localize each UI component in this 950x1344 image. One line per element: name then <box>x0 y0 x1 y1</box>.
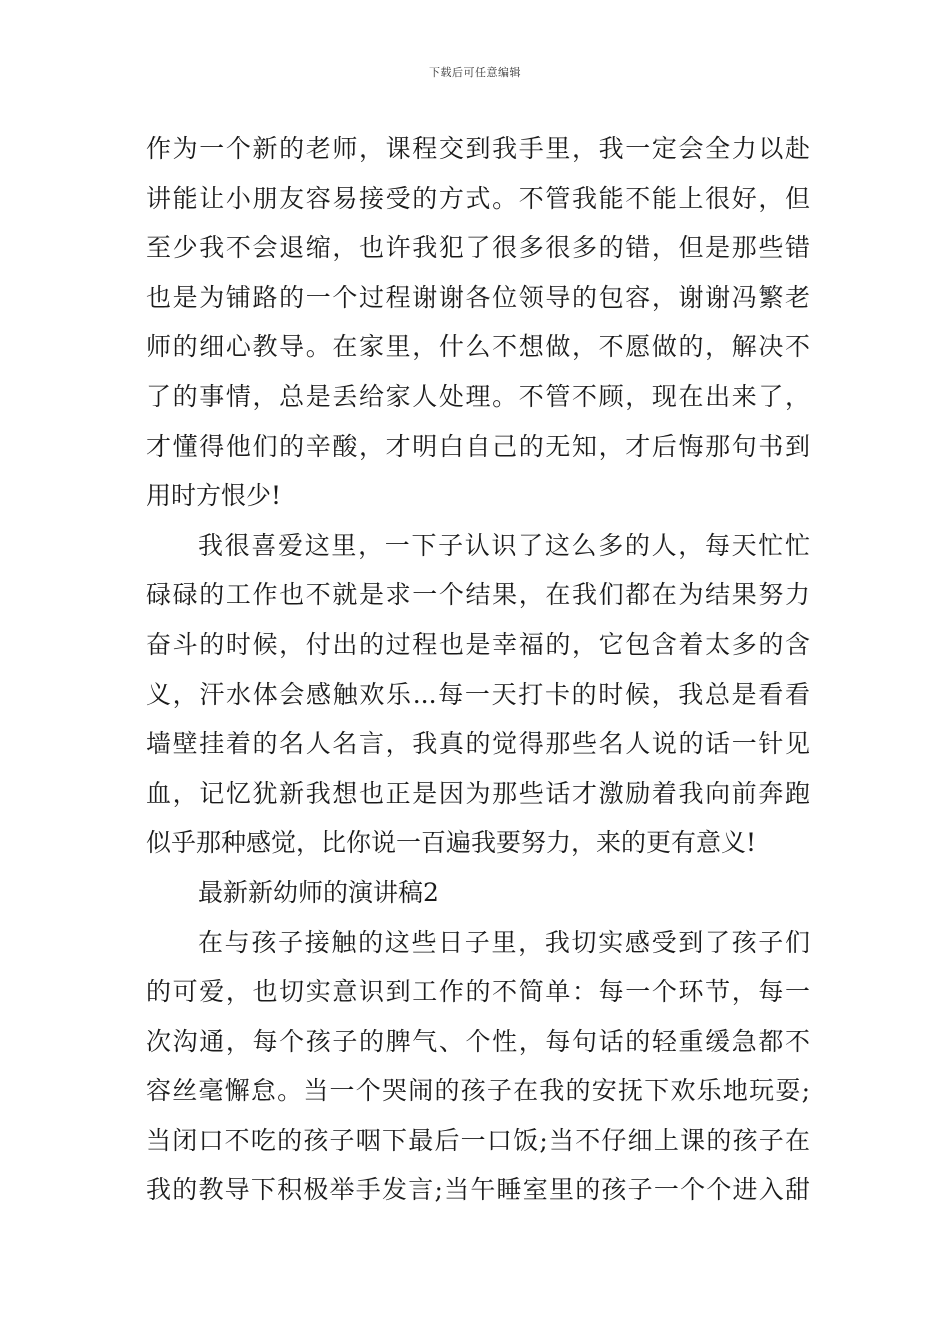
text-line: 奋斗的时候，付出的过程也是幸福的，它包含着太多的含 <box>146 629 810 659</box>
text-line: 至少我不会退缩，也许我犯了很多很多的错，但是那些错 <box>146 233 810 263</box>
text-line: 讲能让小朋友容易接受的方式。不管我能不能上很好，但 <box>146 183 810 213</box>
text-line: 次沟通，每个孩子的脾气、个性，每句话的轻重缓急都不 <box>146 1026 810 1056</box>
page-header: 下载后可任意编辑 <box>429 66 521 79</box>
text-line: 在与孩子接触的这些日子里，我切实感受到了孩子们 <box>198 927 810 957</box>
text-line: 容丝毫懈怠。当一个哭闹的孩子在我的安抚下欢乐地玩耍; <box>146 1076 810 1106</box>
text-line: 也是为铺路的一个过程谢谢各位领导的包容，谢谢冯繁老 <box>146 282 810 312</box>
text-line: 师的细心教导。在家里，什么不想做，不愿做的，解决不 <box>146 332 810 362</box>
text-line: 碌碌的工作也不就是求一个结果，在我们都在为结果努力 <box>146 580 810 610</box>
text-line: 当闭口不吃的孩子咽下最后一口饭;当不仔细上课的孩子在 <box>146 1125 810 1155</box>
text-line: 我很喜爱这里，一下子认识了这么多的人，每天忙忙 <box>198 530 810 560</box>
text-line: 的可爱，也切实意识到工作的不简单：每一个环节，每一 <box>146 977 810 1007</box>
text-line: 了的事情，总是丢给家人处理。不管不顾，现在出来了， <box>146 381 810 411</box>
text-line: 墙壁挂着的名人名言，我真的觉得那些名人说的话一针见 <box>146 729 810 759</box>
text-line: 血，记忆犹新我想也正是因为那些话才激励着我向前奔跑 <box>146 778 810 808</box>
text-line: 才懂得他们的辛酸，才明白自己的无知，才后悔那句书到 <box>146 431 810 461</box>
text-line: 作为一个新的老师，课程交到我手里，我一定会全力以赴 <box>146 134 810 163</box>
text-line: 最新新幼师的演讲稿2 <box>198 877 439 907</box>
text-line: 似乎那种感觉，比你说一百遍我要努力，来的更有意义! <box>146 828 757 858</box>
document-body <box>146 124 810 1215</box>
text-line: 我的教导下积极举手发言;当午睡室里的孩子一个个进入甜 <box>146 1175 810 1205</box>
text-line: 义，汗水体会感触欢乐...每一天打卡的时候，我总是看看 <box>146 679 810 709</box>
text-line: 用时方恨少! <box>146 481 282 511</box>
